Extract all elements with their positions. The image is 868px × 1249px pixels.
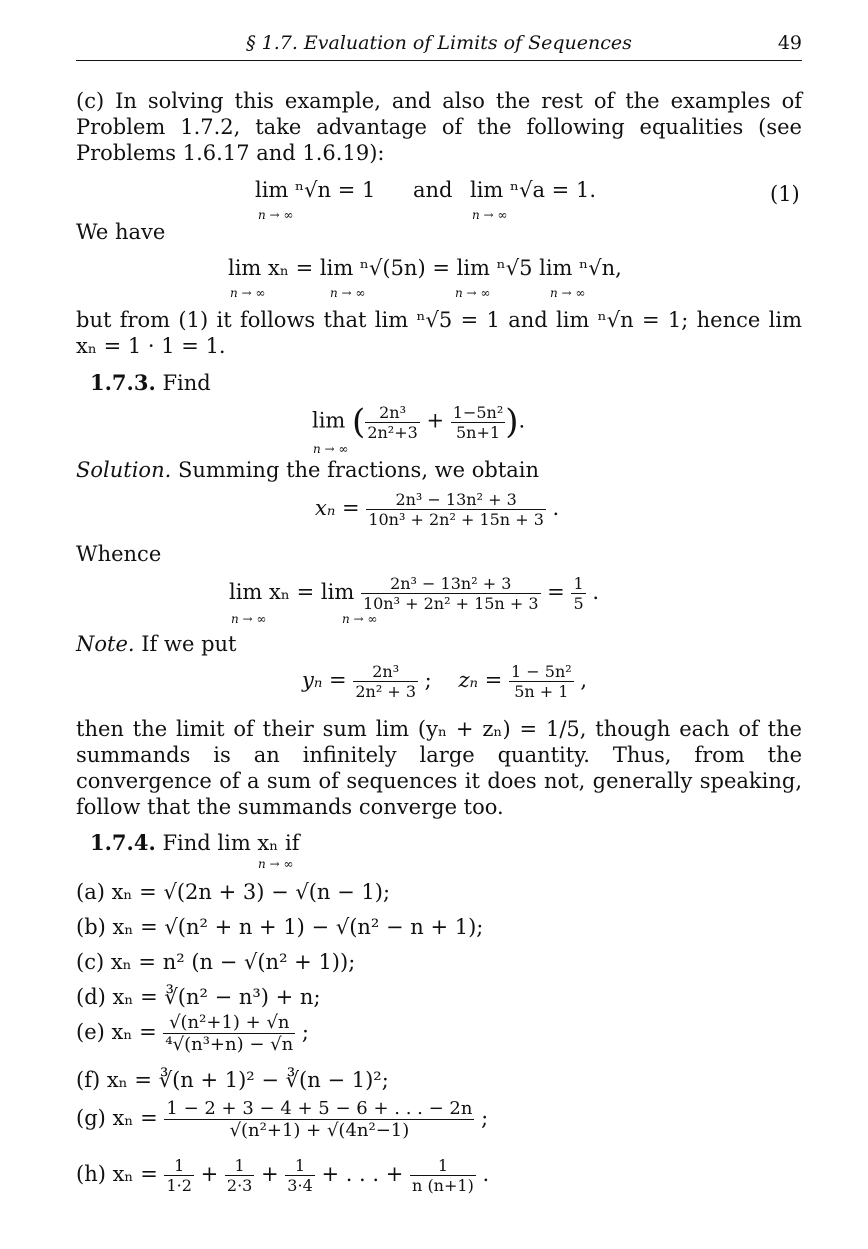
page-number: 49 — [777, 32, 802, 54]
equation-5-den: 10n³ + 2n² + 15n + 3 — [362, 594, 539, 613]
equation-6-z-num: 1 − 5n² — [511, 662, 572, 681]
item-g-num: 1 − 2 + 3 − 4 + 5 − 6 + . . . − 2n — [166, 1098, 473, 1119]
note-line — [76, 632, 236, 656]
item-g-den: √(n²+1) + √(4n²−1) — [229, 1120, 410, 1141]
problem-1-7-4 — [90, 830, 300, 855]
problem-1-7-3 — [90, 370, 211, 395]
equation-6-z: zₙ = — [458, 668, 503, 692]
problem-1-7-3-label: 1.7.3. — [90, 370, 156, 395]
equation-2-sub-2: n → ∞ — [330, 286, 366, 300]
problem-1-7-4-text: Find lim xₙ if — [162, 831, 300, 855]
equation-6-y-num: 2n³ — [353, 662, 418, 682]
equation-2-sub-3: n → ∞ — [455, 286, 491, 300]
equation-3-frac-1-num: 2n³ — [365, 403, 419, 423]
item-h-last: $\frac{1}{n (n+1)}$ — [412, 1156, 474, 1195]
equation-5-sub-2: n → ∞ — [342, 612, 378, 626]
we-have: We have — [76, 220, 166, 244]
equation-3-frac-1 — [365, 403, 419, 442]
paragraph-c: (c) In solving this example, and also the rest of the examples of Problem 1.7.2, take advantage of the following equalities (see Problems 1.6.17 and 1.6.19): — [76, 89, 802, 165]
equation-4-num: 2n³ − 13n² + 3 — [366, 490, 546, 510]
equation-5-rhs — [571, 574, 585, 613]
equation-4-frac — [366, 490, 546, 529]
equation-2: lim xₙ = lim ⁿ√(5n) = lim ⁿ√5 lim ⁿ√n, — [228, 256, 622, 280]
note-text: If we put — [141, 632, 237, 656]
item-g-frac — [164, 1098, 474, 1141]
item-e-label: (e) xₙ = — [76, 1020, 157, 1044]
item-g: (g) xₙ = $\frac{1 - 2 + 3 - 4 + 5 - 6 + . . . - 2n}{\text{√(n²+1) + √(4n²−1)}}$ ; — [76, 1098, 489, 1141]
running-header — [76, 32, 802, 61]
item-a: (a) xₙ = √(2n + 3) − √(n − 1); — [76, 880, 391, 904]
problem-1-7-3-text: Find — [162, 371, 211, 395]
equation-3-frac-1-den: 2n²+3 — [367, 422, 418, 442]
equation-1-left: lim ⁿ√n = 1 — [255, 178, 376, 202]
item-h-term-3: $\frac{1}{3\cdot 4}$ — [287, 1156, 313, 1195]
equation-1-right: lim ⁿ√a = 1. — [470, 178, 596, 202]
item-d: (d) xₙ = ∛(n² − n³) + n; — [76, 985, 321, 1009]
equation-1-right-sub: n → ∞ — [472, 208, 508, 222]
item-h-term-1: $\frac{1}{1\cdot 2}$ — [166, 1156, 192, 1195]
equation-4-lhs: xₙ = — [315, 496, 360, 520]
equation-5-frac — [361, 574, 541, 613]
equation-4-den: 10n³ + 2n² + 15n + 3 — [368, 510, 544, 529]
equation-5-sub-1: n → ∞ — [231, 612, 267, 626]
item-e-num: √(n²+1) + √n — [163, 1012, 295, 1034]
equation-3: lim ( $\frac{\text{2n³}}{\text{2n²+3}}$ + $\frac{\text{1−5n²}}{5n+1}$ ). — [312, 402, 526, 442]
item-b: (b) xₙ = √(n² + n + 1) − √(n² − n + 1); — [76, 915, 484, 939]
equation-3-sub: n → ∞ — [313, 442, 349, 456]
equation-1-left-sub: n → ∞ — [258, 208, 294, 222]
equation-3-plus: + — [426, 408, 445, 433]
paragraph-but: but from (1) it follows that lim ⁿ√5 = 1 and lim ⁿ√n = 1; hence lim xₙ = 1 · 1 = 1. — [76, 308, 802, 358]
equation-5-rhs-den: 5 — [573, 594, 584, 613]
equation-2-sub-1: n → ∞ — [230, 286, 266, 300]
item-e-den: ⁴√(n³+n) − √n — [165, 1034, 294, 1055]
equation-5-num: 2n³ − 13n² + 3 — [361, 574, 541, 594]
solution-line — [76, 458, 539, 482]
equation-number-1: (1) — [770, 182, 800, 206]
paragraph-then: then the limit of their sum lim (yₙ + zₙ) = 1/5, though each of the summands is an infinitely large quantity. Thus, from the convergence of a sum of sequences it does not, generally speaking, follow that the summands converge too. — [76, 717, 802, 819]
item-g-label: (g) xₙ = — [76, 1106, 158, 1130]
item-h-label: (h) xₙ = — [76, 1162, 158, 1186]
equation-3-lparen: ( — [352, 402, 366, 442]
equation-6-y-den: 2n² + 3 — [355, 682, 416, 701]
equation-3-frac-2-num: 1−5n² — [452, 402, 504, 422]
item-h-tail: + . . . + — [321, 1162, 404, 1186]
item-h-term-2: $\frac{1}{2\cdot 3}$ — [226, 1156, 253, 1195]
equation-3-frac-2-den: 5n+1 — [455, 422, 501, 442]
problem-1-7-4-label: 1.7.4. — [90, 830, 156, 855]
item-f: (f) xₙ = ∛(n + 1)² − ∛(n − 1)²; — [76, 1068, 389, 1092]
equation-6-y: yₙ = — [302, 668, 347, 692]
equation-6-z-den: 5n + 1 — [514, 682, 569, 701]
equation-6-z-frac — [509, 662, 574, 701]
item-c: (c) xₙ = n² (n − √(n² + 1)); — [76, 950, 356, 974]
equation-2-sub-4: n → ∞ — [550, 286, 586, 300]
whence: Whence — [76, 542, 162, 566]
equation-4: xₙ = $\frac{\text{2n³ − 13n² + 3}}{\text{10n³ + 2n² + 15n + 3}}$ . — [315, 490, 560, 529]
equation-5-lhs: lim xₙ = lim — [229, 580, 355, 604]
equation-3-lim: lim — [312, 408, 346, 433]
equation-3-frac-2 — [451, 403, 505, 442]
note-label: Note. — [76, 632, 135, 656]
problem-1-7-4-sub: n → ∞ — [258, 857, 294, 871]
solution-label: Solution. — [76, 458, 172, 482]
solution-text: Summing the fractions, we obtain — [177, 458, 540, 482]
equation-1-and: and — [413, 178, 453, 202]
item-e: (e) xₙ = $\frac{\text{√(n²+1) + √n}}{\text{⁴√(n³+n) − √n}}$ ; — [76, 1012, 309, 1055]
item-e-frac — [163, 1012, 295, 1055]
equation-6-y-frac — [353, 662, 418, 701]
equation-6: yₙ = $\frac{\text{2n³}}{\text{2n² + 3}}$ ; zₙ = $\frac{\text{1 − 5n²}}{5n + 1}$ , — [302, 662, 588, 701]
header-title: § 1.7. Evaluation of Limits of Sequences — [246, 32, 632, 54]
equation-5: lim xₙ = lim $\frac{\text{2n³ − 13n² + 3}}{\text{10n³ + 2n² + 15n + 3}}$ = $\frac{1}{5}$ . — [229, 574, 599, 613]
equation-3-rparen: ) — [505, 402, 519, 442]
equation-5-rhs-num: 1 — [573, 574, 584, 593]
item-h: (h) xₙ = $\frac{1}{1\cdot 2}$ + $\frac{1}{2\cdot 3}$ + $\frac{1}{3\cdot 4}$ + . . . + $\frac{1}{n (n+1)}$ . — [76, 1156, 490, 1195]
